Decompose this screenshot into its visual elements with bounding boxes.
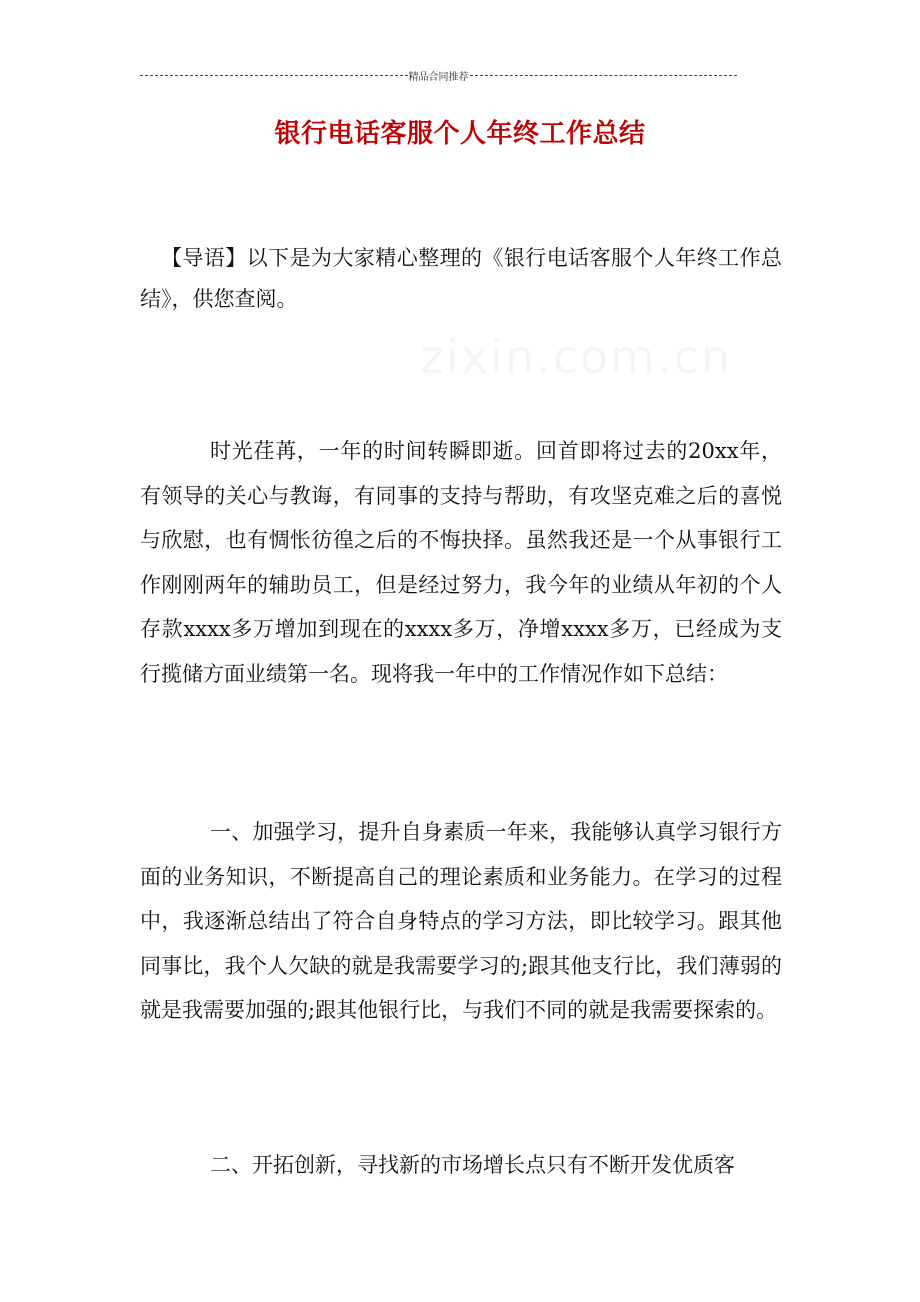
document-title: 银行电话客服个人年终工作总结: [274, 119, 646, 149]
page-header: [140, 66, 737, 84]
intro-paragraph: 【导语】以下是为大家精心整理的《银行电话客服个人年终工作总结》，供您查阅。: [140, 246, 782, 311]
header-label: 精品合同推荐: [408, 71, 469, 83]
header-dash-right: [470, 75, 738, 76]
body-paragraph-1: 时光荏苒，一年的时间转瞬即逝。回首即将过去的20xx年，有领导的关心与教诲，有同事的支持与帮助，有攻坚克难之后的喜悦与欣慰，也有惆怅彷徨之后的不悔抉择。虽然我还是一个从事银行工作刚刚两年的辅助员工，但是经过努力，我今年的业绩从年初的个人存款xxxx多万增加到现在的xxxx多万，净增xxxx多万，已经成为支行揽储方面业绩第一名。现将我一年中的工作情况作如下总结：: [140, 439, 782, 686]
header-dash-left: [140, 75, 408, 76]
body-paragraph-3: 二、开拓创新，寻找新的市场增长点只有不断开发优质客: [210, 1153, 735, 1177]
body-paragraph-2: 一、加强学习，提升自身素质一年来，我能够认真学习银行方面的业务知识，不断提高自己的理论素质和业务能力。在学习的过程中，我逐渐总结出了符合自身特点的学习方法，即比较学习。跟其他同事比，我个人欠缺的就是我需要学习的;跟其他支行比，我们薄弱的就是我需要加强的;跟其他银行比，与我们不同的就是我需要探索的。: [140, 820, 782, 1022]
watermark: [420, 330, 732, 384]
